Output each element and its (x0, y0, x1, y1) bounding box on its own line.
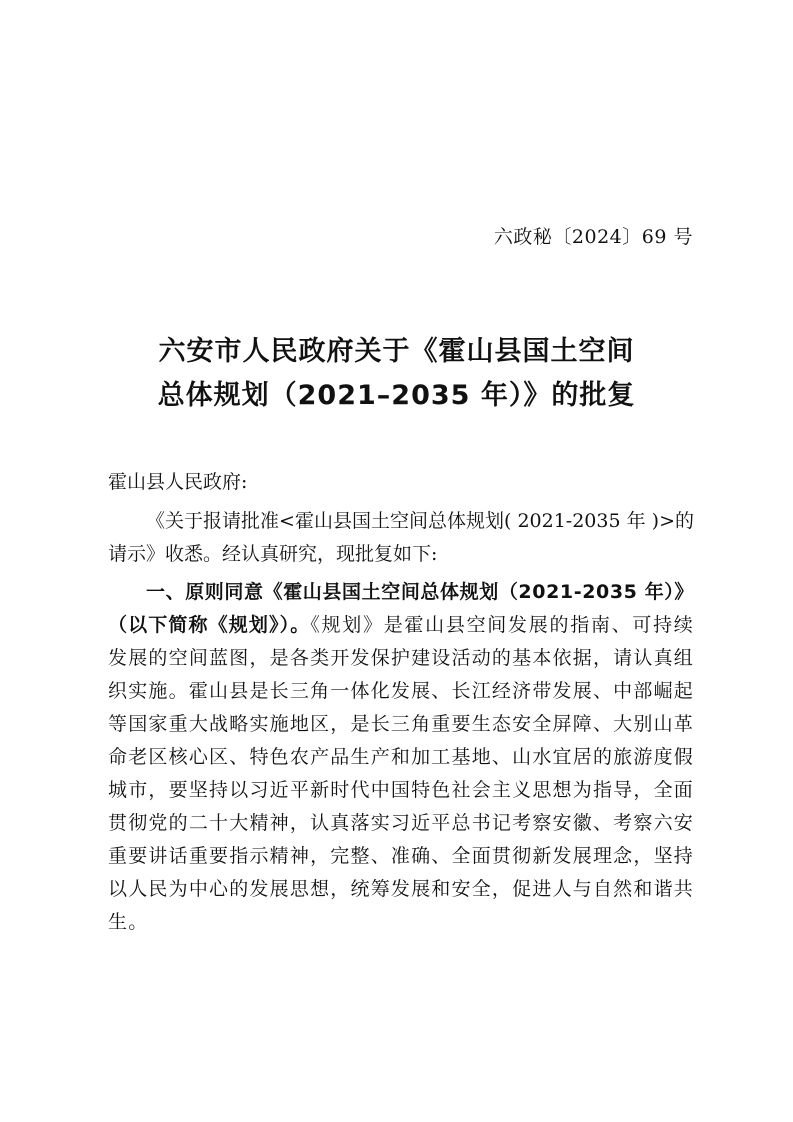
section-1-body: 《规划》是霍山县空间发展的指南、可持续发展的空间蓝图，是各类开发保护建设活动的基本依据，请认真组织实施。霍山县是长三角一体化发展、长江经济带发展、中部崛起等国家重大战略实施地区，是长三角重要生态安全屏障、大别山革命老区核心区、特色农产品生产和加工基地、山水宜居的旅游度假城市，要坚持以习近平新时代中国特色社会主义思想为指导，全面贯彻党的二十大精神，认真落实习近平总书记考察安徽、考察六安重要讲话重要指示精神，完整、准确、全面贯彻新发展理念，坚持以人民为中心的发展思想，统筹发展和安全，促进人与自然和谐共生。 (108, 614, 694, 933)
title-line-2: 总体规划（2021–2035 年）》的批复 (157, 380, 636, 411)
paragraph-request-received: 《关于报请批准<霍山县国土空间总体规划( 2021-2035 年 )>的请示》收悉。经认真研究，现批复如下: (108, 510, 694, 565)
title-line-1: 六安市人民政府关于《霍山县国土空间 (158, 336, 635, 367)
section-1-lead: 一、原则同意《霍山县国土空间总体规划（2021-2035 年）》（以下简称《规划》）。 (108, 581, 694, 636)
document-body (108, 466, 694, 939)
document-number: 六政秘〔2024〕69 号 (493, 226, 693, 248)
section-1-paragraph (108, 576, 694, 939)
addressee: 霍山县人民政府: (108, 471, 248, 493)
document-title (0, 330, 793, 418)
